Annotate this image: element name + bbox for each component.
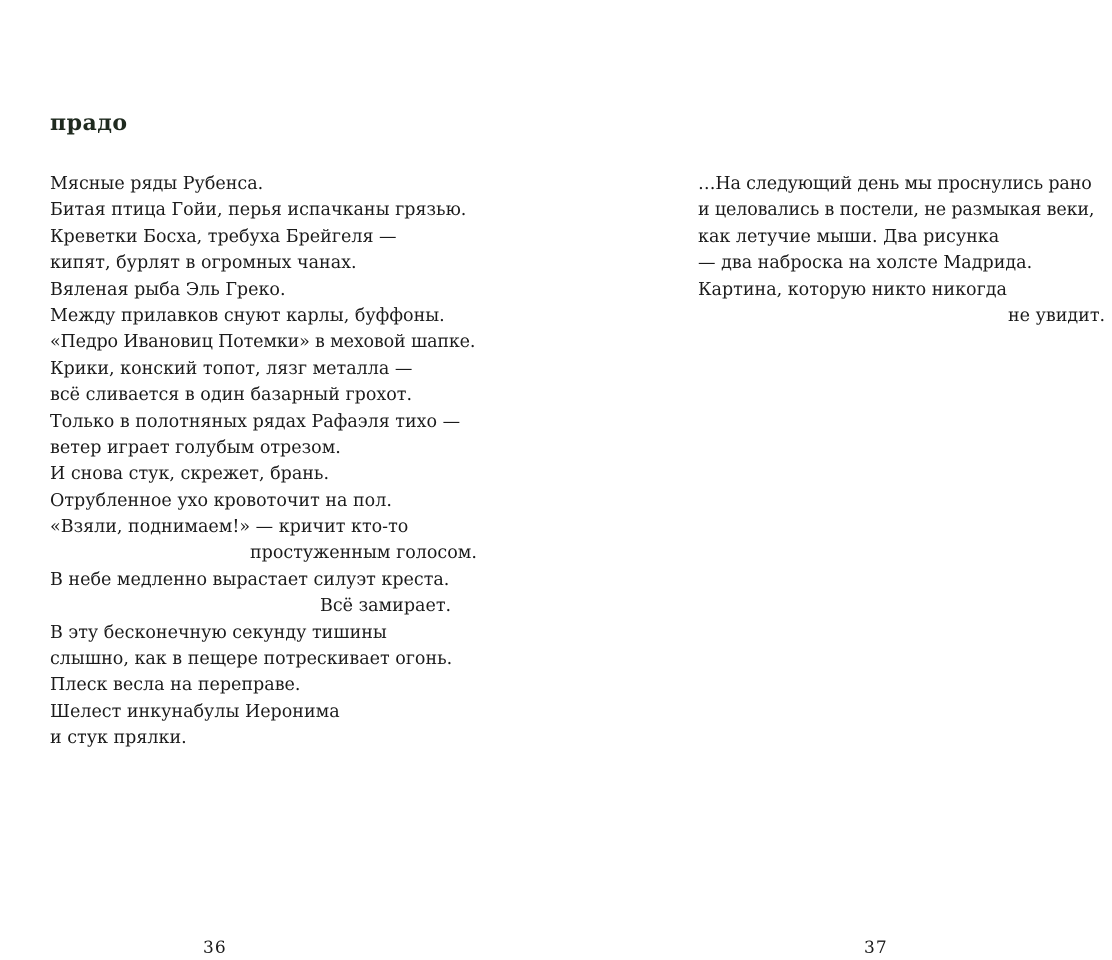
page-number: 37 bbox=[864, 938, 888, 958]
poem-line: Мясные ряды Рубенса. bbox=[50, 174, 264, 194]
page-number: 36 bbox=[203, 938, 227, 958]
poem-line: Вяленая рыба Эль Греко. bbox=[50, 279, 286, 300]
poem-line: Битая птица Гойи, перья испачканы грязью. bbox=[50, 200, 467, 221]
poem-line: не увидит. bbox=[1008, 305, 1106, 326]
poem-line: и стук прялки. bbox=[50, 728, 187, 749]
poem-line: «Педро Ивановиц Потемки» в меховой шапке. bbox=[50, 332, 476, 353]
poem-line: слышно, как в пещере потрескивает огонь. bbox=[50, 649, 453, 670]
poem-line: всё сливается в один базарный грохот. bbox=[50, 385, 413, 406]
poem-line: кипят, бурлят в огромных чанах. bbox=[50, 253, 357, 274]
poem-line: Креветки Босха, требуха Брейгеля — bbox=[50, 226, 397, 247]
poem-line: — два наброска на холсте Мадрида. bbox=[698, 253, 1033, 274]
poem-line: Шелест инкунабулы Иеронима bbox=[50, 701, 340, 722]
poem-line: простуженным голосом. bbox=[250, 543, 477, 564]
poem-line: Между прилавков снуют карлы, буффоны. bbox=[50, 305, 445, 326]
poem-line: и целовались в постели, не размыкая веки, bbox=[698, 200, 1095, 221]
poem-line: И снова стук, скрежет, брань. bbox=[50, 464, 330, 485]
poem-line: «Взяли, поднимаем!» — кричит кто-то bbox=[50, 517, 409, 538]
poem-line: …На следующий день мы проснулись рано bbox=[698, 174, 1092, 194]
poem-line: В небе медленно вырастает силуэт креста. bbox=[50, 569, 450, 590]
poem-line: ветер играет голубым отрезом. bbox=[50, 437, 341, 458]
poem-line: Всё замирает. bbox=[320, 596, 452, 617]
poem-text bbox=[50, 171, 520, 752]
poem-line: Отрубленное ухо кровоточит на пол. bbox=[50, 490, 392, 511]
poem-line: Плеск весла на переправе. bbox=[50, 675, 301, 696]
poem-title: прадо bbox=[50, 110, 128, 136]
poem-line: Крики, конский топот, лязг металла — bbox=[50, 358, 413, 379]
right-page bbox=[556, 0, 1112, 960]
poem-line: как летучие мыши. Два рисунка bbox=[698, 226, 1000, 247]
poem-line: Только в полотняных рядах Рафаэля тихо — bbox=[50, 411, 461, 432]
poem-line: Картина, которую никто никогда bbox=[698, 279, 1007, 300]
poem-line: В эту бесконечную секунду тишины bbox=[50, 622, 387, 643]
poem-text bbox=[698, 171, 1108, 329]
